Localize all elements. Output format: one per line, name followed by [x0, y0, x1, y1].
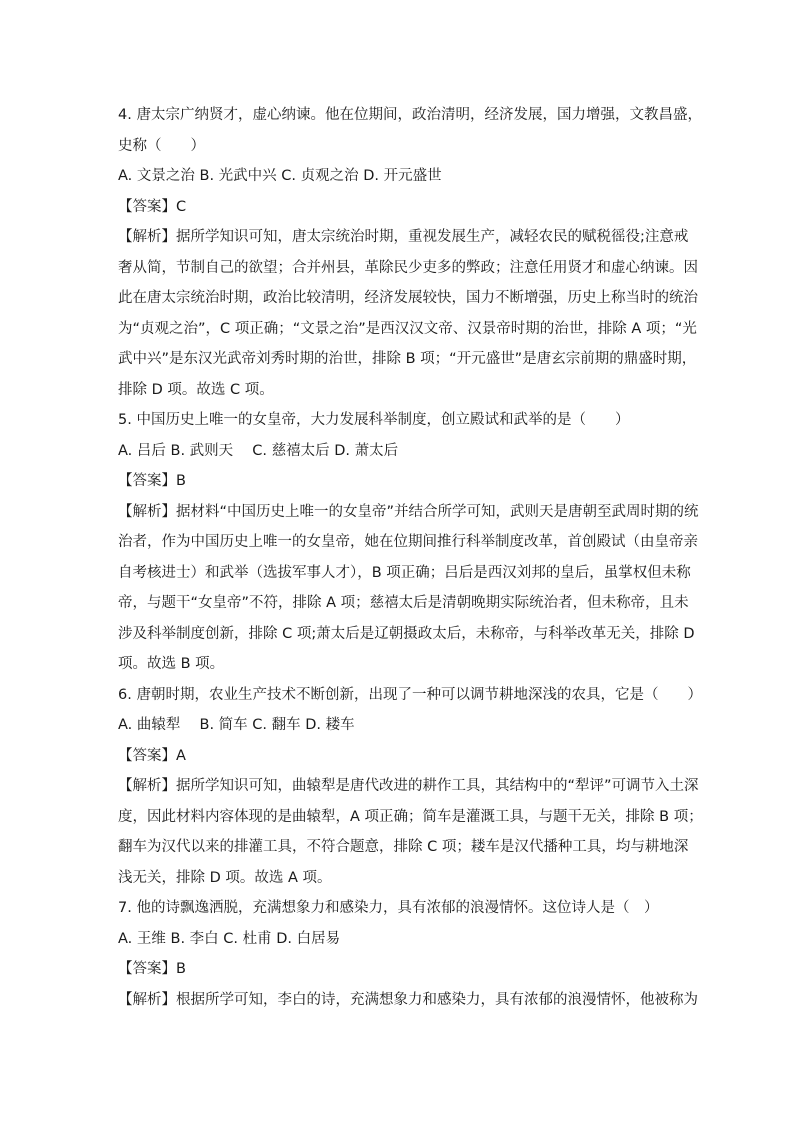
analysis-line: 治者，作为中国历史上唯一的女皇帝，她在位期间推行科举制度改革，首创殿试（由皇帝亲 [118, 534, 698, 550]
question-stem: 7. 他的诗飘逸洒脱，充满想象力和感染力，具有浓郁的浪漫情怀。这位诗人是（ ） [118, 900, 659, 916]
analysis-line: 排除 D 项。故选 C 项。 [118, 381, 274, 398]
question-options: A. 曲辕犁 B. 简车 C. 翻车 D. 耧车 [118, 717, 355, 733]
analysis-line: 【解析】根据所学可知，李白的诗，充满想象力和感染力，具有浓郁的浪漫情怀，他被称为 [118, 991, 698, 1008]
analysis-line: 【解析】据所学知识可知，唐太宗统治时期，重视发展生产，减轻农民的赋税徭役;注意戒 [118, 229, 689, 245]
analysis-line: 【解析】据所学知识可知，曲辕犁是唐代改进的耕作工具，其结构中的“犁评”可调节入土深 [118, 778, 699, 794]
analysis-line: 项。故选 B 项。 [118, 656, 225, 672]
answer-line: 【答案】B [118, 473, 186, 489]
analysis-line: 度，因此材料内容体现的是曲辕犁，A 项正确；简车是灌溉工具，与题干无关，排除 B 项； [118, 808, 703, 825]
question-5 [118, 405, 699, 680]
document-page [118, 100, 703, 1015]
analysis-line: 涉及科举制度创新，排除 C 项;萧太后是辽朝摄政太后，未称帝，与科举改革无关，排除 D [118, 625, 695, 642]
analysis-line: 为“贞观之治”，C 项正确；“文景之治”是西汉汉文帝、汉景帝时期的治世，排除 A 项；“光 [118, 320, 697, 337]
analysis-line: 武中兴”是东汉光武帝刘秀时期的治世，排除 B 项；“开元盛世”是唐玄宗前期的鼎盛时期， [118, 351, 697, 367]
question-4 [118, 100, 702, 405]
question-stem: 4. 唐太宗广纳贤才，虚心纳谏。他在位期间，政治清明，经济发展，国力增强，文教昌盛， [118, 107, 702, 123]
question-stem: 5. 中国历史上唯一的女皇帝，大力发展科举制度，创立殿试和武举的是（ ） [118, 412, 630, 428]
analysis-line: 翻车为汉代以来的排灌工具，不符合题意，排除 C 项；耧车是汉代播种工具，均与耕地深 [118, 839, 689, 855]
analysis-line: 此在唐太宗统治时期，政治比较清明，经济发展较快，国力不断增强，历史上称当时的统治 [118, 290, 698, 306]
answer-line: 【答案】C [118, 198, 187, 215]
question-options: A. 王维 B. 李白 C. 杜甫 D. 白居易 [118, 930, 341, 947]
analysis-line: 【解析】据材料“中国历史上唯一的女皇帝”并结合所学可知，武则天是唐朝至武周时期的统 [118, 503, 699, 520]
answer-line: 【答案】A [118, 747, 186, 764]
question-options: A. 文景之治 B. 光武中兴 C. 贞观之治 D. 开元盛世 [118, 168, 442, 184]
answer-line: 【答案】B [118, 961, 186, 977]
question-stem: 6. 唐朝时期，农业生产技术不断创新，出现了一种可以调节耕地深浅的农具，它是（ ） [118, 686, 702, 703]
question-7 [118, 893, 698, 1015]
question-stem: 史称（ ） [118, 137, 205, 154]
analysis-line: 帝，与题干“女皇帝”不符，排除 A 项；慈禧太后是清朝晚期实际统治者，但未称帝，且未 [118, 595, 689, 611]
analysis-line: 浅无关，排除 D 项。故选 A 项。 [118, 869, 332, 886]
analysis-line: 奢从简，节制自己的欲望；合并州县，革除民少吏多的弊政；注意任用贤才和虚心纳谏。因 [118, 259, 698, 276]
analysis-line: 自考核进士）和武举（选拔军事人才），B 项正确；吕后是西汉刘邦的皇后，虽掌权但未称 [118, 564, 691, 581]
question-options: A. 吕后 B. 武则天 C. 慈禧太后 D. 萧太后 [118, 442, 399, 459]
question-6 [118, 680, 703, 894]
